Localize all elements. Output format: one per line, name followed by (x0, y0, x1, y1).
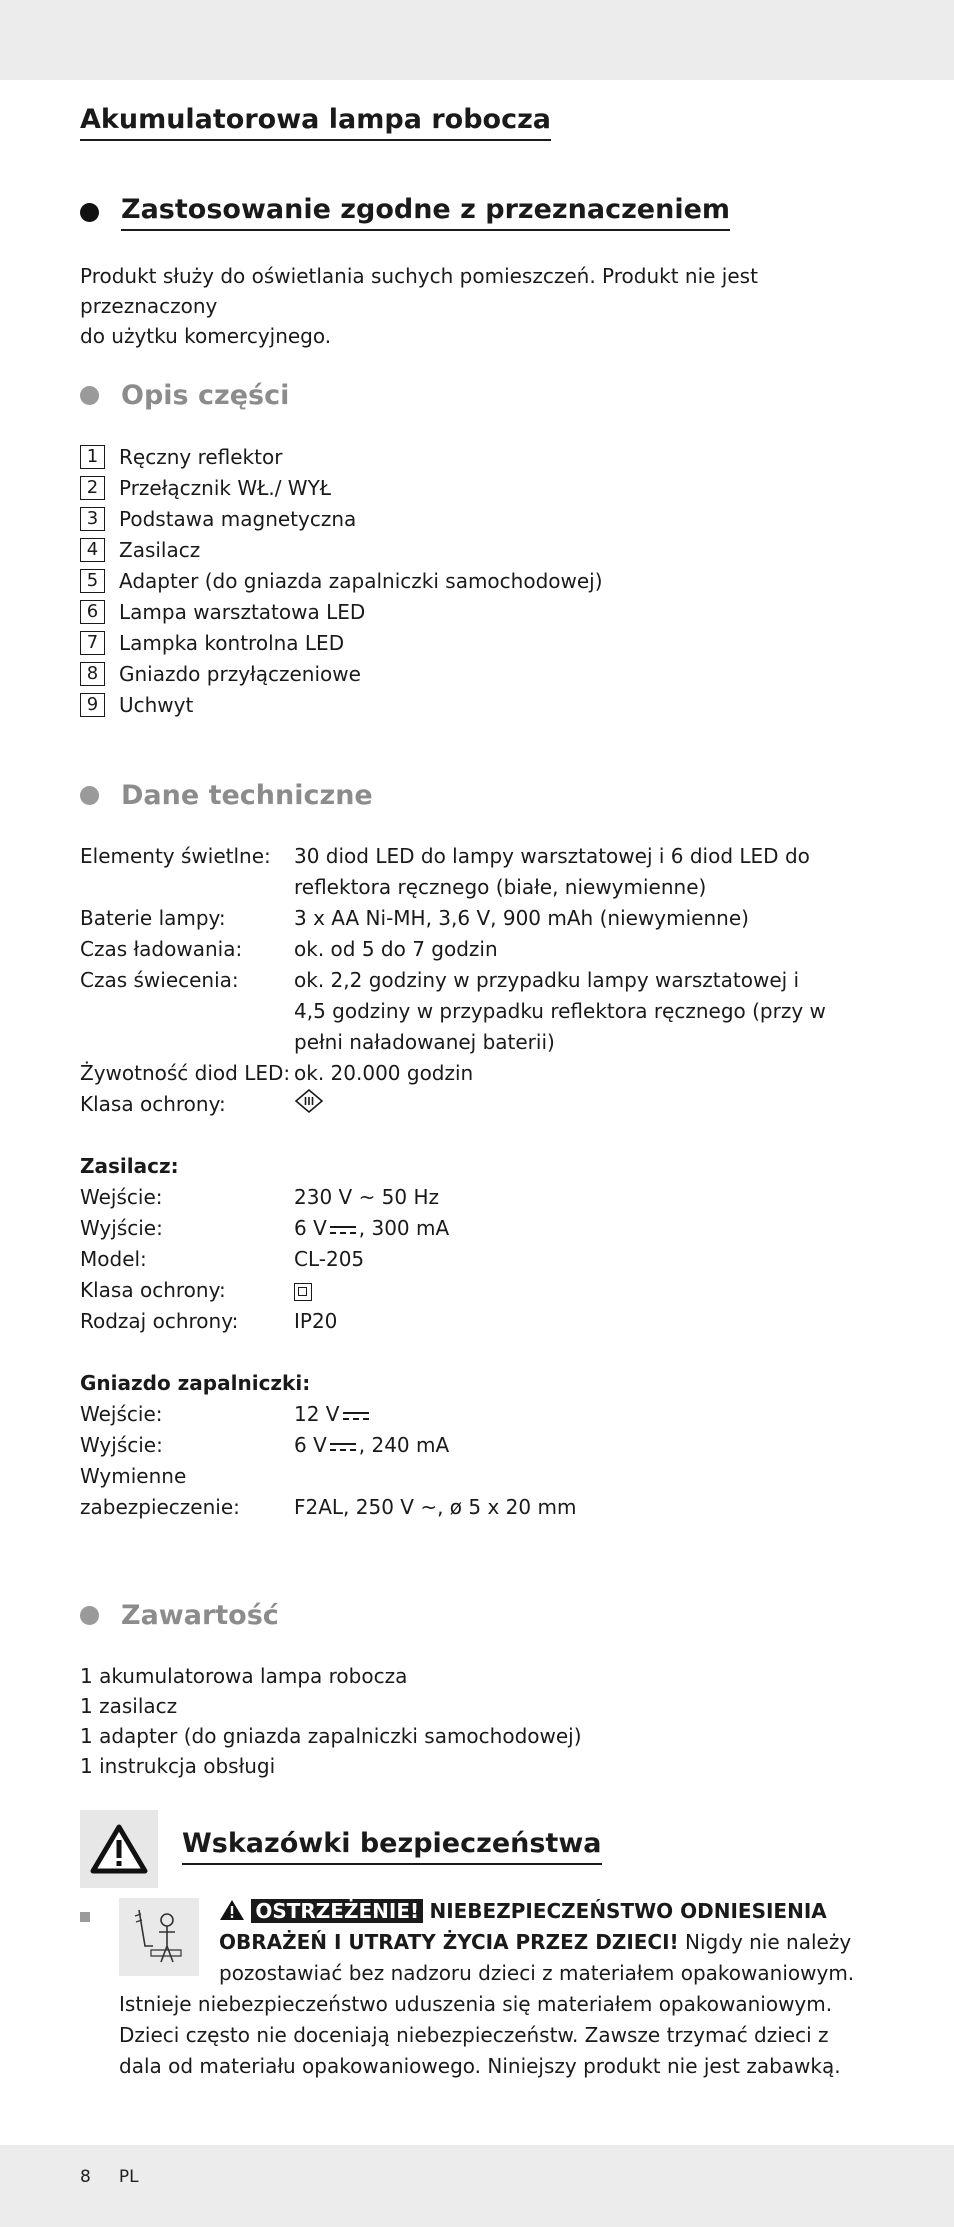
spec-row (80, 1461, 870, 1492)
spec-row (80, 1399, 870, 1430)
warning-triangle-icon (90, 1824, 148, 1874)
spec-key: Klasa ochrony: (80, 1092, 226, 1116)
protection-class-ii-icon (294, 1283, 312, 1301)
list-item (80, 441, 870, 472)
section-parts (80, 380, 870, 720)
warning-body-text: Nigdy nie należy pozostawiać bez nadzoru dzieci z materiałem opakowaniowym. Istnieje niebezpieczeństwo uduszenia się materiałem opakowaniowym. Dzieci często nie doceniają niebezpieczeństw. Zawsze trzymać dzieci z dala od materiału opakowaniowego. Niniejszy produkt nie jest zabawką. (119, 1930, 855, 2078)
bullet-icon (80, 1606, 99, 1625)
spec-key: Czas ładowania: (80, 937, 243, 961)
spec-value: ok. 20.000 godzin (294, 1061, 474, 1085)
list-item: 1 adapter (do gniazda zapalniczki samochodowej) (80, 1724, 582, 1748)
spec-value (294, 1399, 870, 1430)
contents-heading: Zawartość (121, 1600, 279, 1631)
spec-value (294, 1089, 870, 1120)
spec-current: , 300 mA (358, 1216, 450, 1240)
part-number-box: 1 (80, 445, 105, 469)
spec-key: Żywotność diod LED: (80, 1061, 291, 1085)
section-tech-data (80, 780, 870, 1523)
spec-row (80, 1430, 870, 1461)
language-code: PL (118, 2167, 139, 2187)
part-label: Przełącznik WŁ./ WYŁ (119, 475, 332, 500)
spec-row (80, 841, 870, 903)
part-number-box: 3 (80, 507, 105, 531)
part-label: Ręczny reflektor (119, 444, 283, 469)
spec-value: 230 V ~ 50 Hz (294, 1185, 440, 1209)
spec-key: Baterie lampy: (80, 906, 226, 930)
part-number-box: 7 (80, 631, 105, 655)
spec-value (294, 1213, 870, 1244)
spec-value: ok. od 5 do 7 godzin (294, 937, 498, 961)
list-item (80, 689, 870, 720)
safety-warning-text (119, 1896, 871, 2082)
header-band (0, 0, 954, 80)
spec-row (80, 1492, 870, 1523)
spec-key: Wejście: (80, 1185, 163, 1209)
spec-row (80, 1089, 870, 1120)
part-number-box: 2 (80, 476, 105, 500)
spec-row (80, 903, 870, 934)
dc-symbol-icon (329, 1223, 357, 1237)
spec-row (80, 1213, 870, 1244)
spec-voltage: 12 V (294, 1402, 340, 1426)
spec-row (80, 1244, 870, 1275)
section-heading (80, 1600, 870, 1631)
parts-list (80, 441, 870, 720)
section-heading (80, 780, 870, 811)
part-number-box: 9 (80, 693, 105, 717)
list-item (80, 472, 870, 503)
part-number-box: 8 (80, 662, 105, 686)
part-label: Lampka kontrolna LED (119, 630, 345, 655)
spec-value-line: 30 diod LED do lampy warsztatowej i 6 diod LED do (294, 844, 810, 868)
spec-value (294, 841, 870, 903)
spec-key: Elementy świetlne: (80, 844, 271, 868)
spec-row (80, 1306, 870, 1337)
spec-key: Klasa ochrony: (80, 1278, 226, 1302)
spec-row (80, 934, 870, 965)
part-number-box: 5 (80, 569, 105, 593)
section-intended-use (80, 194, 870, 351)
spec-key: Model: (80, 1247, 147, 1271)
spec-value (294, 1430, 870, 1461)
list-item: 1 akumulatorowa lampa robocza (80, 1664, 408, 1688)
spec-value: 3 x AA Ni-MH, 3,6 V, 900 mAh (niewymienne) (294, 906, 749, 930)
part-label: Gniazdo przyłączeniowe (119, 661, 361, 686)
warning-bold-text: NIEBEZPIECZEŃSTWO ODNIESIENIA OBRAŻEŃ I UTRATY ŻYCIA PRZEZ DZIECI! (219, 1899, 827, 1954)
list-item (80, 596, 870, 627)
dc-symbol-icon (329, 1440, 357, 1454)
page-number: 8 (80, 2167, 91, 2187)
spec-key: zabezpieczenie: (80, 1495, 240, 1519)
warning-label: OSTRZEŻENIE! (251, 1899, 423, 1923)
spec-key: Wejście: (80, 1402, 163, 1426)
list-item (80, 658, 870, 689)
spec-key: Rodzaj ochrony: (80, 1309, 239, 1333)
spec-value: IP20 (294, 1309, 338, 1333)
protection-class-iii-icon (294, 1089, 324, 1113)
bullet-icon (80, 786, 99, 805)
tech-heading: Dane techniczne (121, 780, 373, 811)
spec-value-line: reflektora ręcznego (białe, niewymienne) (294, 875, 707, 899)
part-label: Zasilacz (119, 537, 201, 562)
list-item: 1 instrukcja obsługi (80, 1754, 276, 1778)
spec-value (294, 1275, 870, 1306)
dc-symbol-icon (342, 1409, 370, 1423)
warning-small-icon (219, 1899, 245, 1921)
list-item (80, 503, 870, 534)
spec-current: , 240 mA (358, 1433, 450, 1457)
spec-key: Wyjście: (80, 1216, 163, 1240)
spec-voltage: 6 V (294, 1433, 327, 1457)
spec-value-line: pełni naładowanej baterii) (294, 1030, 555, 1054)
spec-row (80, 1275, 870, 1306)
psu-heading: Zasilacz: (80, 1154, 179, 1178)
spec-value: CL-205 (294, 1247, 365, 1271)
bullet-icon (80, 203, 99, 222)
bullet-icon (80, 386, 99, 405)
socket-heading: Gniazdo zapalniczki: (80, 1371, 311, 1395)
list-item (80, 565, 870, 596)
safety-heading: Wskazówki bezpieczeństwa (182, 1828, 602, 1865)
intended-use-line-1: Produkt służy do oświetlania suchych pomieszczeń. Produkt nie jest przeznaczony (80, 264, 758, 318)
spec-row (80, 965, 870, 1058)
list-item (80, 627, 870, 658)
intended-use-heading: Zastosowanie zgodne z przeznaczeniem (121, 194, 730, 231)
section-heading (80, 380, 870, 411)
part-label: Lampa warsztatowa LED (119, 599, 366, 624)
spec-row (80, 1182, 870, 1213)
part-number-box: 4 (80, 538, 105, 562)
spec-key: Wymienne (80, 1464, 187, 1488)
part-number-box: 6 (80, 600, 105, 624)
page-footer (80, 2167, 167, 2187)
spec-value-line: ok. 2,2 godziny w przypadku lampy warsztatowej i (294, 968, 800, 992)
part-label: Uchwyt (119, 692, 194, 717)
tech-specs (80, 841, 870, 1523)
list-item (80, 534, 870, 565)
spec-key: Wyjście: (80, 1433, 163, 1457)
spec-voltage: 6 V (294, 1216, 327, 1240)
safety-icon-box (80, 1810, 158, 1888)
spec-row (80, 1058, 870, 1089)
bullet-square-icon (80, 1912, 90, 1922)
spec-value (294, 965, 870, 1058)
spec-key: Czas świecenia: (80, 968, 239, 992)
page-title: Akumulatorowa lampa robocza (80, 104, 551, 141)
intended-use-line-2: do użytku komercyjnego. (80, 324, 332, 348)
parts-heading: Opis części (121, 380, 290, 411)
part-label: Podstawa magnetyczna (119, 506, 357, 531)
section-contents (80, 1600, 870, 1781)
spec-value: F2AL, 250 V ~, ø 5 x 20 mm (294, 1495, 577, 1519)
section-heading (80, 194, 870, 231)
spec-value-line: 4,5 godziny w przypadku reflektora ręcznego (przy w (294, 999, 826, 1023)
list-item: 1 zasilacz (80, 1694, 178, 1718)
part-label: Adapter (do gniazda zapalniczki samochodowej) (119, 568, 603, 593)
